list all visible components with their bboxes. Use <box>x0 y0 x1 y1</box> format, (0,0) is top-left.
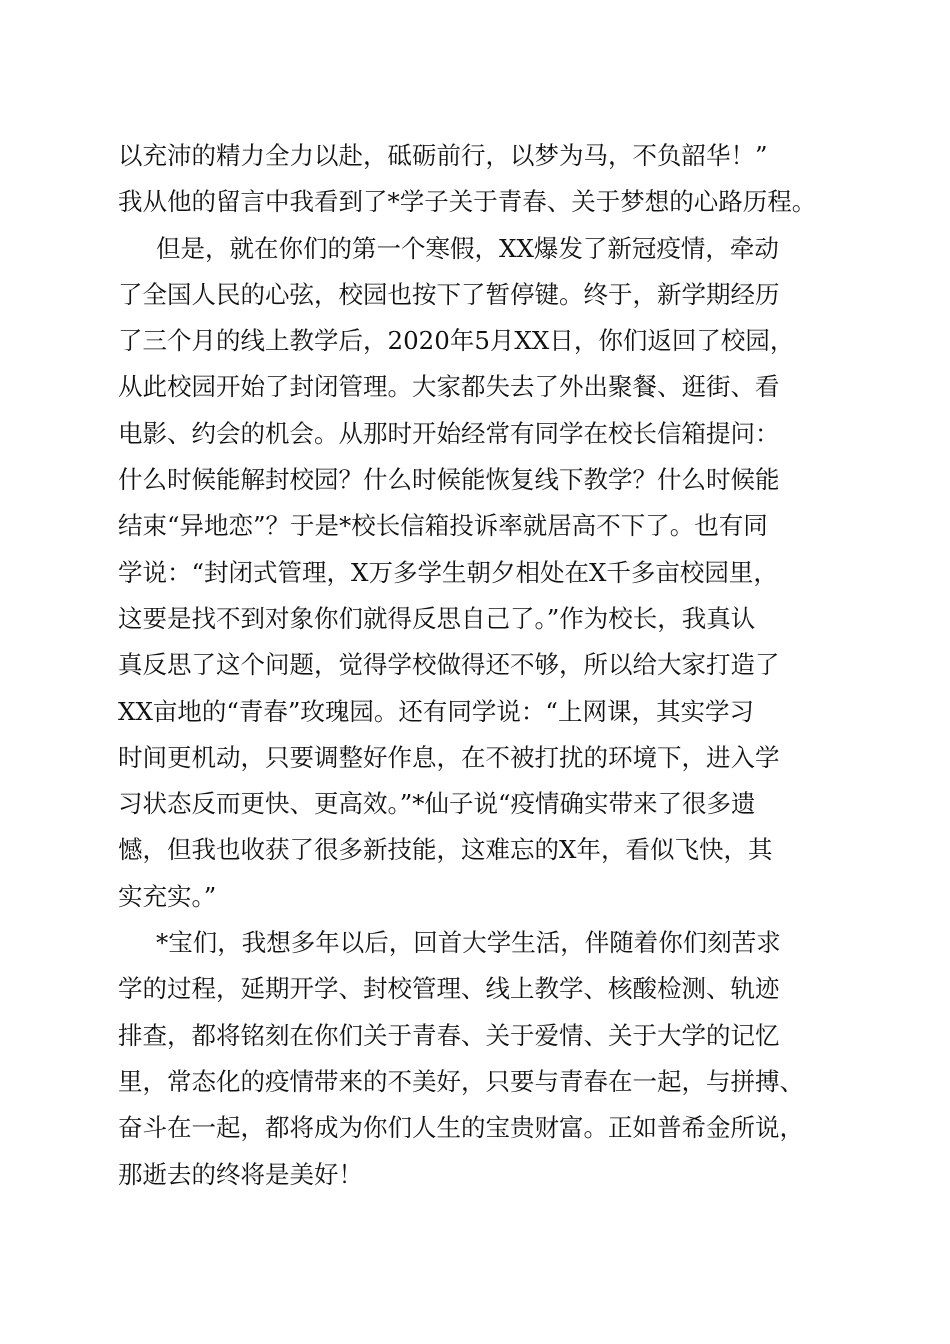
text-line: 了三个月的线上教学后，2020年5月XX日，你们返回了校园， <box>118 326 795 356</box>
text-line: 学的过程，延期开学、封校管理、线上教学、核酸检测、轨迹 <box>118 974 780 1004</box>
text-line: 实充实。” <box>118 881 217 911</box>
text-line: 这要是找不到对象你们就得反思自己了。”作为校长，我真认 <box>118 603 756 633</box>
text-line: 从此校园开始了封闭管理。大家都失去了外出聚餐、逛街、看 <box>118 372 780 402</box>
text-line: 奋斗在一起，都将成为你们人生的宝贵财富。正如普希金所说， <box>118 1113 804 1143</box>
text-line: 结束“异地恋”？于是*校长信箱投诉率就居高不下了。也有同 <box>118 511 768 541</box>
text-line: 我从他的留言中我看到了*学子关于青春、关于梦想的心路历程。 <box>118 187 817 217</box>
text-line: 时间更机动，只要调整好作息，在不被打扰的环境下，进入学 <box>118 742 780 772</box>
text-line: 了全国人民的心弦，校园也按下了暂停键。终于，新学期经历 <box>118 279 780 309</box>
text-line: 学说：“封闭式管理，X万多学生朝夕相处在X千多亩校园里， <box>118 557 778 587</box>
text-line: 什么时候能解封校园？什么时候能恢复线下教学？什么时候能 <box>118 465 780 495</box>
text-line: XX亩地的“青春”玫瑰园。还有同学说：“上网课，其实学习 <box>118 696 754 726</box>
text-line: 真反思了这个问题，觉得学校做得还不够，所以给大家打造了 <box>118 650 780 680</box>
text-line: 排查，都将铭刻在你们关于青春、关于爱情、关于大学的记忆 <box>118 1020 780 1050</box>
text-line: 习状态反而更快、更高效。”*仙子说“疫情确实带来了很多遗 <box>118 789 756 819</box>
text-line: 憾，但我也收获了很多新技能，这难忘的X年，看似飞快，其 <box>118 835 773 865</box>
text-line: 以充沛的精力全力以赴，砥砺前行，以梦为马，不负韶华！” <box>118 141 768 170</box>
paragraph-start-line: *宝们，我想多年以后，回首大学生活，伴随着你们刻苦求 <box>156 928 781 958</box>
text-line: 那逝去的终将是美好！ <box>118 1159 363 1189</box>
text-line: 里，常态化的疫情带来的不美好，只要与青春在一起，与拼搏、 <box>118 1066 804 1096</box>
text-line: 电影、约会的机会。从那时开始经常有同学在校长信箱提问： <box>118 418 780 448</box>
paragraph-start-line: 但是，就在你们的第一个寒假，XX爆发了新冠疫情，牵动 <box>156 233 779 263</box>
body-text <box>118 133 838 1198</box>
